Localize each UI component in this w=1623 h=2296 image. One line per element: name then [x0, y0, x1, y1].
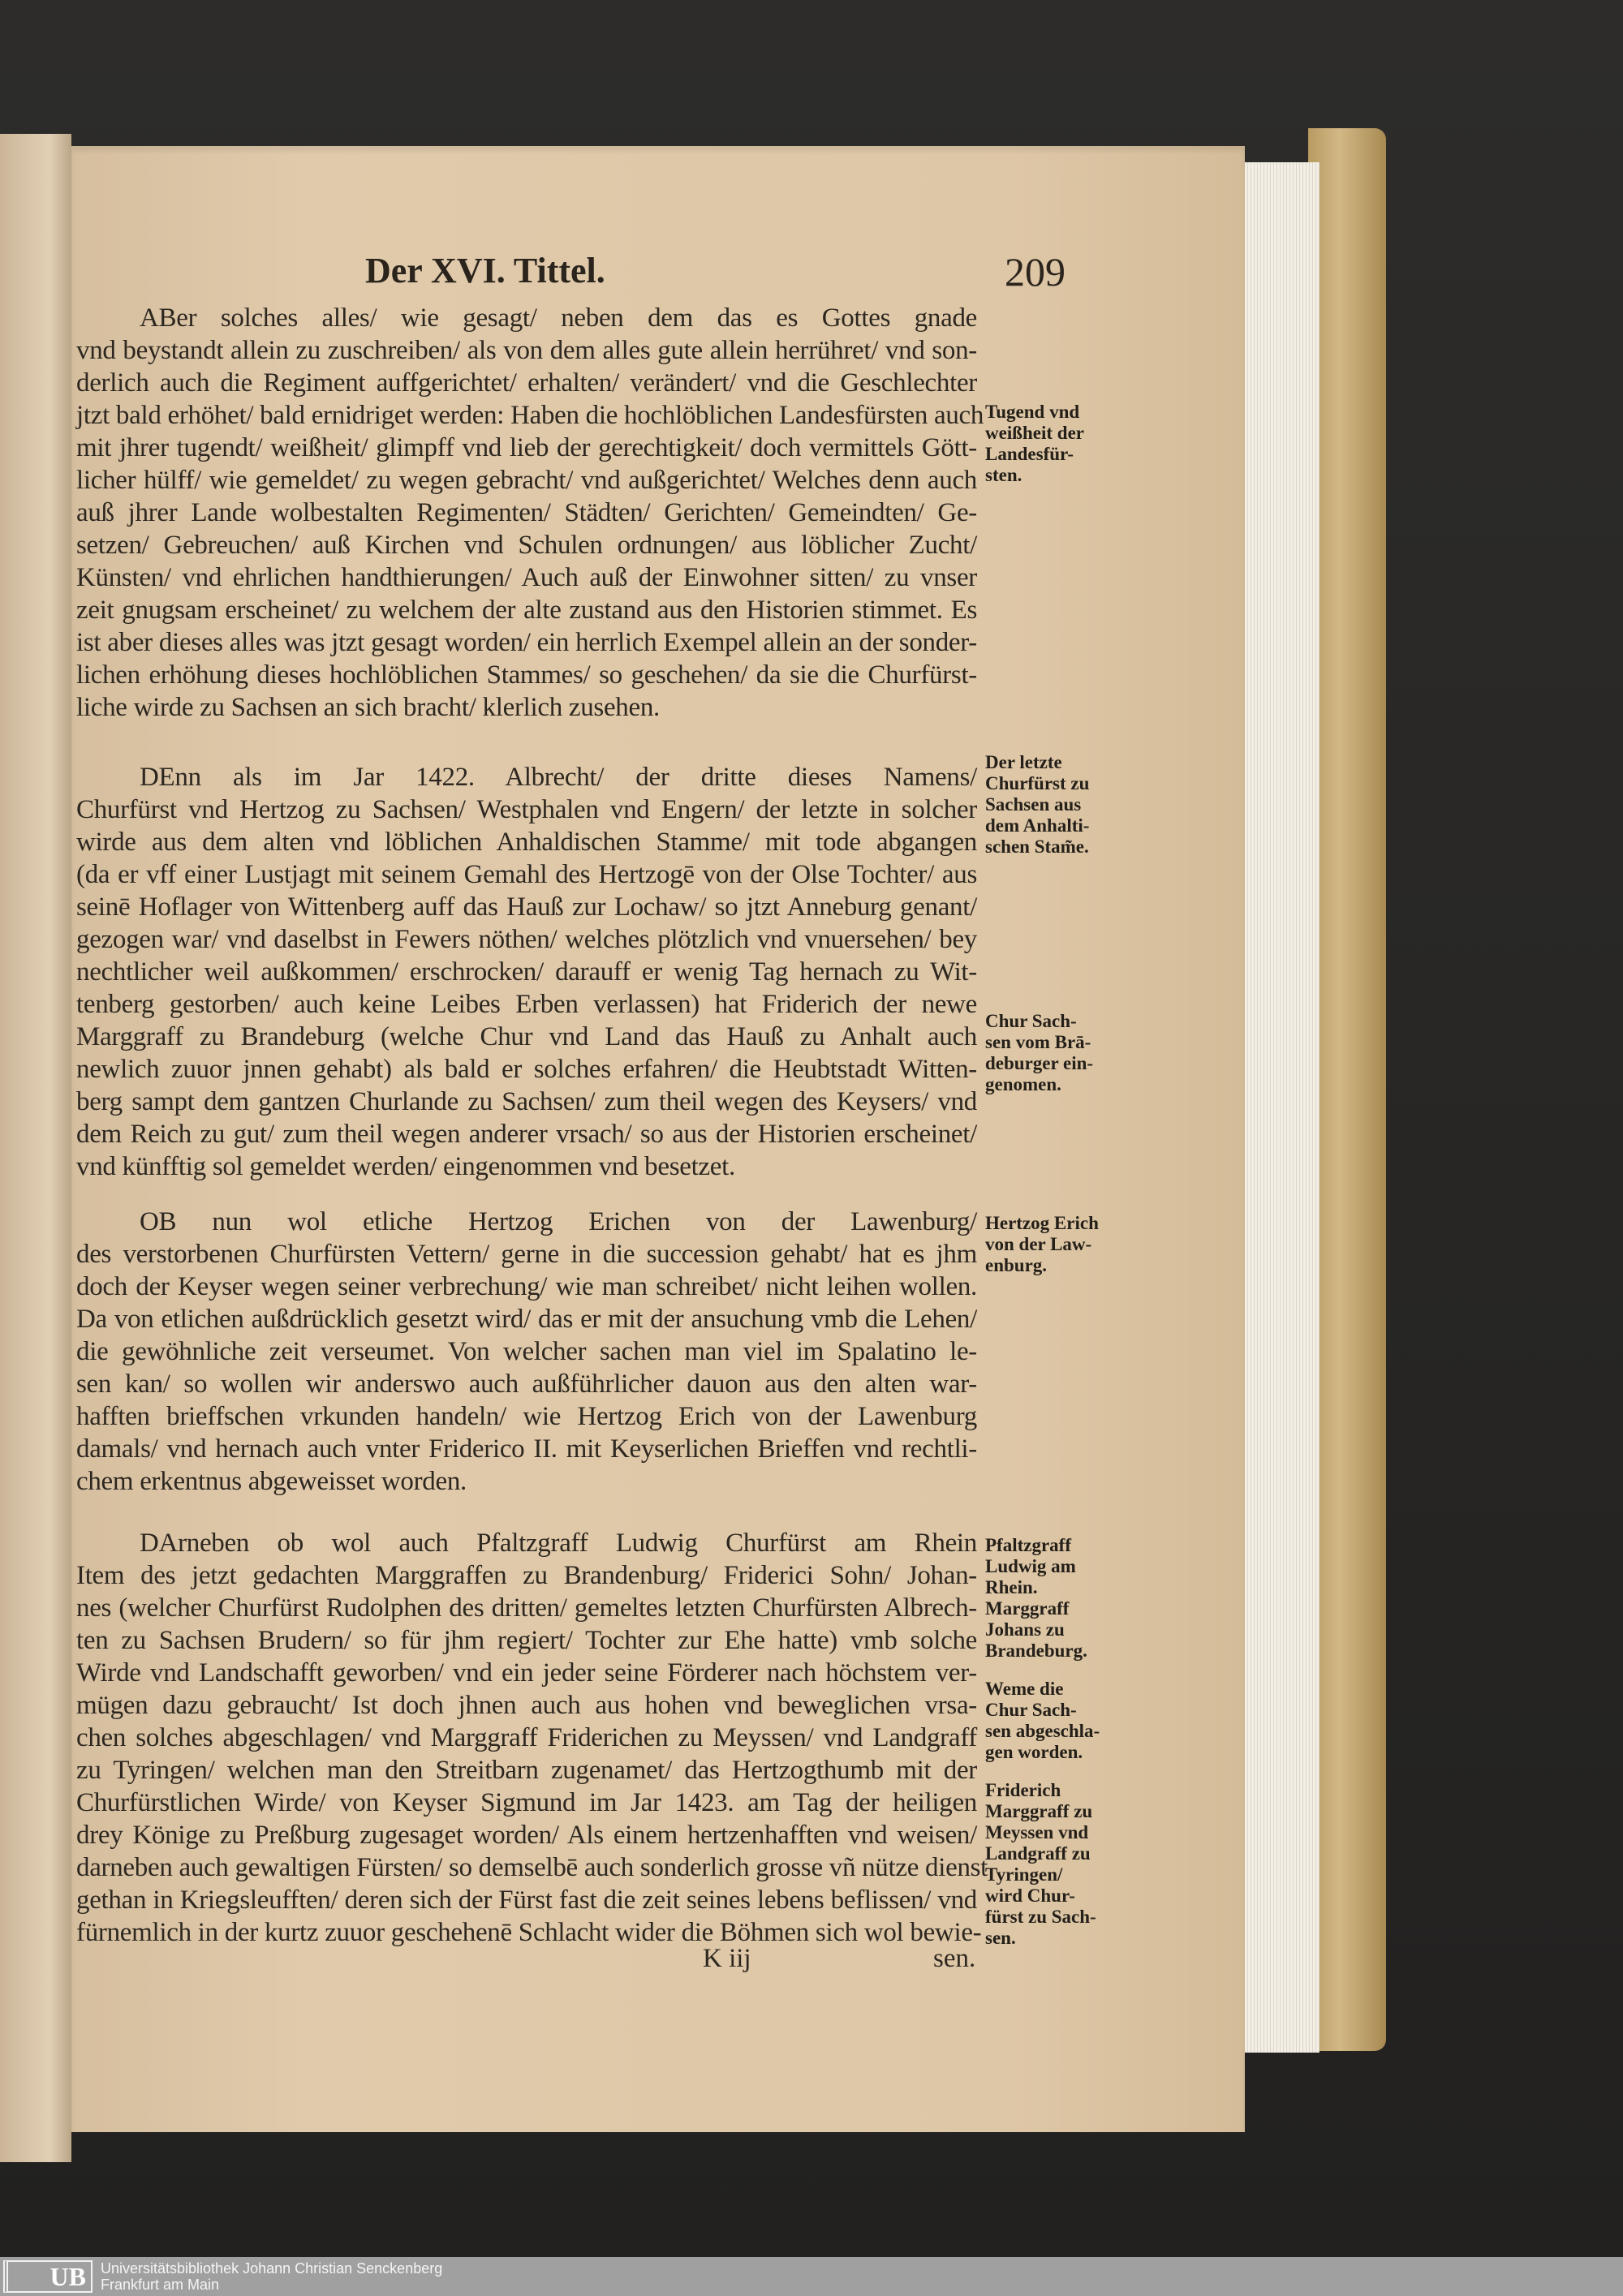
text-line: Item des jetzt gedachten Marggraffen zu Brandenburg/ Friderici Sohn/ Johan-	[76, 1561, 977, 1590]
text-line: lichen erhöhung dieses hochlöblichen Stammes/ so geschehen/ da sie die Churfürst-	[76, 660, 977, 690]
text-line: dem Reich zu gut/ zum theil wegen anderer vrsach/ so aus der Historien erscheinet/	[76, 1120, 977, 1149]
margin-note-line: genomen.	[985, 1074, 1061, 1094]
margin-note-line: weißheit der	[985, 423, 1085, 443]
margin-note-line: Landgraff zu	[985, 1843, 1091, 1864]
text-line: doch der Keyser wegen seiner verbrechung/ wie man schreibet/ nicht leihen wollen.	[76, 1272, 977, 1301]
text-line: derlich auch die Regiment auffgerichtet/ erhalten/ verändert/ vnd die Geschlechter	[76, 368, 977, 398]
catchword: sen.	[933, 1944, 976, 1973]
margin-note-line: Johans zu	[985, 1619, 1065, 1640]
text-line: DEnn als im Jar 1422. Albrecht/ der dritte dieses Namens/	[140, 763, 977, 792]
text-line: auß jhrer Lande wolbestalten Regimenten/ Städten/ Gerichten/ Gemeindten/ Ge-	[76, 498, 977, 527]
text-line: ten zu Sachsen Brudern/ so für jhm regiert/ Tochter zur Ehe hatte) vmb solche	[76, 1626, 977, 1655]
margin-note-line: sen vom Brā-	[985, 1032, 1091, 1052]
previous-page-edge	[0, 134, 71, 2162]
text-line: hafften brieffschen vrkunden handeln/ wie Hertzog Erich von der Lawenburg	[76, 1402, 977, 1431]
text-line: Wirde vnd Landschafft geworben/ vnd ein jeder seine Förderer nach höchstem ver-	[76, 1658, 977, 1688]
text-line: sen kan/ so wollen wir anderswo auch außführlicher dauon aus den alten war-	[76, 1369, 977, 1399]
margin-note-line: Marggraff	[985, 1598, 1070, 1619]
margin-note-line: Der letzte	[985, 752, 1062, 772]
margin-note-line: Chur Sach-	[985, 1011, 1077, 1031]
text-line: nechtlicher weil außkommen/ erschrocken/ darauff er wenig Tag hernach zu Wit-	[76, 957, 977, 987]
margin-note-line: gen worden.	[985, 1742, 1083, 1762]
text-line: tenberg gestorben/ auch keine Leibes Erben verlassen) hat Friderich der newe	[76, 990, 977, 1019]
text-line: ist aber dieses alles was jtzt gesagt worden/ ein herrlich Exempel allein an der sonder-	[76, 628, 977, 657]
footer-bar	[0, 2257, 1623, 2296]
text-line: licher hülff/ wie gemeldet/ zu wegen gebracht/ vnd außgerichtet/ Welches denn auch	[76, 466, 977, 495]
margin-note-line: Brandeburg.	[985, 1640, 1087, 1661]
text-line: zu Tyringen/ welchen man den Streitbarn zugenamet/ das Hertzogthumb mit der	[76, 1756, 977, 1785]
institution-name: Universitätsbibliothek Johann Christian Senckenberg	[101, 2260, 443, 2277]
margin-note-line: sen abgeschla-	[985, 1721, 1100, 1741]
text-line: setzen/ Gebreuchen/ auß Kirchen vnd Schulen ordnungen/ aus löblicher Zucht/	[76, 531, 977, 560]
page-number: 209	[1005, 249, 1065, 295]
text-line: Churfürst vnd Hertzog zu Sachsen/ Westphalen vnd Engern/ der letzte in solcher	[76, 795, 977, 824]
margin-note-line: von der Law-	[985, 1234, 1092, 1254]
text-line: liche wirde zu Sachsen an sich bracht/ klerlich zusehen.	[76, 693, 660, 722]
footer-text	[101, 2260, 442, 2293]
margin-note-line: Weme die	[985, 1679, 1064, 1699]
text-line: drey Könige zu Preßburg zugesaget worden/ Als einem hertzenhafften vnd weisen/	[76, 1821, 977, 1850]
text-line: Marggraff zu Brandeburg (welche Chur vnd Land das Hauß zu Anhalt auch	[76, 1022, 977, 1051]
text-line: (da er vff einer Lustjagt mit seinem Gemahl des Hertzogē von der Olse Tochter/ aus	[76, 860, 977, 889]
margin-note-line: Rhein.	[985, 1577, 1038, 1597]
text-line: gezogen war/ vnd daselbst in Fewers nöthen/ welches plötzlich vnd vnuersehen/ bey	[76, 925, 977, 954]
text-line: seinē Hoflager von Wittenberg auff das Hauß zur Lochaw/ so jtzt Anneburg genant/	[76, 892, 977, 922]
margin-note-line: Tyringen/	[985, 1864, 1063, 1885]
text-line: Churfürstlichen Wirde/ von Keyser Sigmund im Jar 1423. am Tag der heiligen	[76, 1788, 977, 1817]
margin-note-line: Pfaltzgraff	[985, 1535, 1071, 1555]
text-line: jtzt bald erhöhet/ bald ernidriget werden: Haben die hochlöblichen Landesfürsten auch	[76, 401, 984, 430]
margin-note-line: Meyssen vnd	[985, 1822, 1089, 1842]
margin-note-line: Churfürst zu	[985, 773, 1090, 793]
text-line: vnd künfftig sol gemeldet werden/ eingenommen vnd besetzet.	[76, 1152, 735, 1181]
margin-note-line: Friderich	[985, 1780, 1061, 1800]
margin-note-line: Ludwig am	[985, 1556, 1076, 1576]
text-line: vnd beystandt allein zu zuschreiben/ als von dem alles gute allein herrühret/ vnd son-	[76, 336, 977, 365]
text-line: damals/ vnd hernach auch vnter Friderico II. mit Keyserlichen Brieffen vnd rechtli-	[76, 1434, 977, 1464]
margin-note-line: Chur Sach-	[985, 1700, 1077, 1720]
margin-note-line: Hertzog Erich	[985, 1213, 1099, 1233]
margin-note-line: schen Stam̃e.	[985, 836, 1089, 857]
margin-note-line: enburg.	[985, 1255, 1048, 1275]
running-head: Der XVI. Tittel.	[365, 251, 605, 290]
text-line: des verstorbenen Churfürsten Vettern/ gerne in die succession gehabt/ hat es jhm	[76, 1240, 977, 1269]
margin-note-line: deburger ein-	[985, 1053, 1094, 1073]
margin-note-line: Tugend vnd	[985, 402, 1080, 422]
margin-note-line: Marggraff zu	[985, 1801, 1093, 1821]
margin-note-line: fürst zu Sach-	[985, 1907, 1096, 1927]
margin-note-line: sten.	[985, 465, 1022, 485]
text-line: Künsten/ vnd ehrlichen handthierungen/ Auch auß der Einwohner sitten/ zu vnser	[76, 563, 977, 592]
text-line: chen solches abgeschlagen/ vnd Marggraff Friderichen zu Meyssen/ vnd Landgraff	[76, 1723, 977, 1752]
ub-logo: UB	[3, 2260, 93, 2293]
margin-note-line: wird Chur-	[985, 1885, 1075, 1906]
signature-mark: K iij	[703, 1944, 751, 1973]
text-line: wirde aus dem alten vnd löblichen Anhaldischen Stamme/ mit tode abgangen	[76, 828, 977, 857]
text-line: newlich zuuor jnnen gehabt) als bald er solches erfahren/ die Heubtstadt Witten-	[76, 1055, 977, 1084]
text-line: DArneben ob wol auch Pfaltzgraff Ludwig Churfürst am Rhein	[140, 1529, 977, 1558]
text-line: fürnemlich in der kurtz zuuor geschehenē Schlacht wider die Böhmen sich wol bewie-	[76, 1918, 982, 1947]
text-line: mügen dazu gebraucht/ Ist doch jhnen auch aus hohen vnd beweglichen vrsa-	[76, 1691, 977, 1720]
text-line: berg sampt dem gantzen Churlande zu Sachsen/ zum theil wegen des Keysers/ vnd	[76, 1087, 977, 1116]
margin-note-line: sen.	[985, 1928, 1016, 1948]
margin-note-line: Landesfür-	[985, 444, 1074, 464]
text-line: zeit gnugsam erscheinet/ zu welchem der alte zustand aus den Historien stimmet. Es	[76, 595, 977, 625]
text-line: mit jhrer tugendt/ weißheit/ glimpff vnd lieb der gerechtigkeit/ doch vermittels Gött-	[76, 433, 977, 462]
text-line: nes (welcher Churfürst Rudolphen des dritten/ gemeltes letzten Churfürsten Albrech-	[76, 1593, 977, 1623]
book-cover-edge	[1308, 128, 1386, 2051]
text-line: OB nun wol etliche Hertzog Erichen von der Lawenburg/	[140, 1207, 977, 1236]
text-line: die gewöhnliche zeit verseumet. Von welcher sachen man viel im Spalatino le-	[76, 1337, 977, 1366]
institution-location: Frankfurt am Main	[101, 2277, 220, 2293]
text-line: darneben auch gewaltigen Fürsten/ so demselbē auch sonderlich grosse vñ nütze dienst	[76, 1853, 988, 1882]
text-line: ABer solches alles/ wie gesagt/ neben dem das es Gottes gnade	[140, 303, 977, 333]
text-line: chem erkentnus abgeweisset worden.	[76, 1467, 467, 1496]
text-line: gethan in Kriegsleufften/ deren sich der Fürst fast die zeit seines lebens beflissen/ vnd	[76, 1885, 977, 1915]
margin-note-line: dem Anhalti-	[985, 815, 1090, 836]
margin-note-line: Sachsen aus	[985, 794, 1082, 815]
text-line: Da von etlichen außdrücklich gesetzt wird/ das er mit der ansuchung vmb die Lehen/	[76, 1305, 977, 1334]
page-block-edge	[1242, 162, 1319, 2053]
